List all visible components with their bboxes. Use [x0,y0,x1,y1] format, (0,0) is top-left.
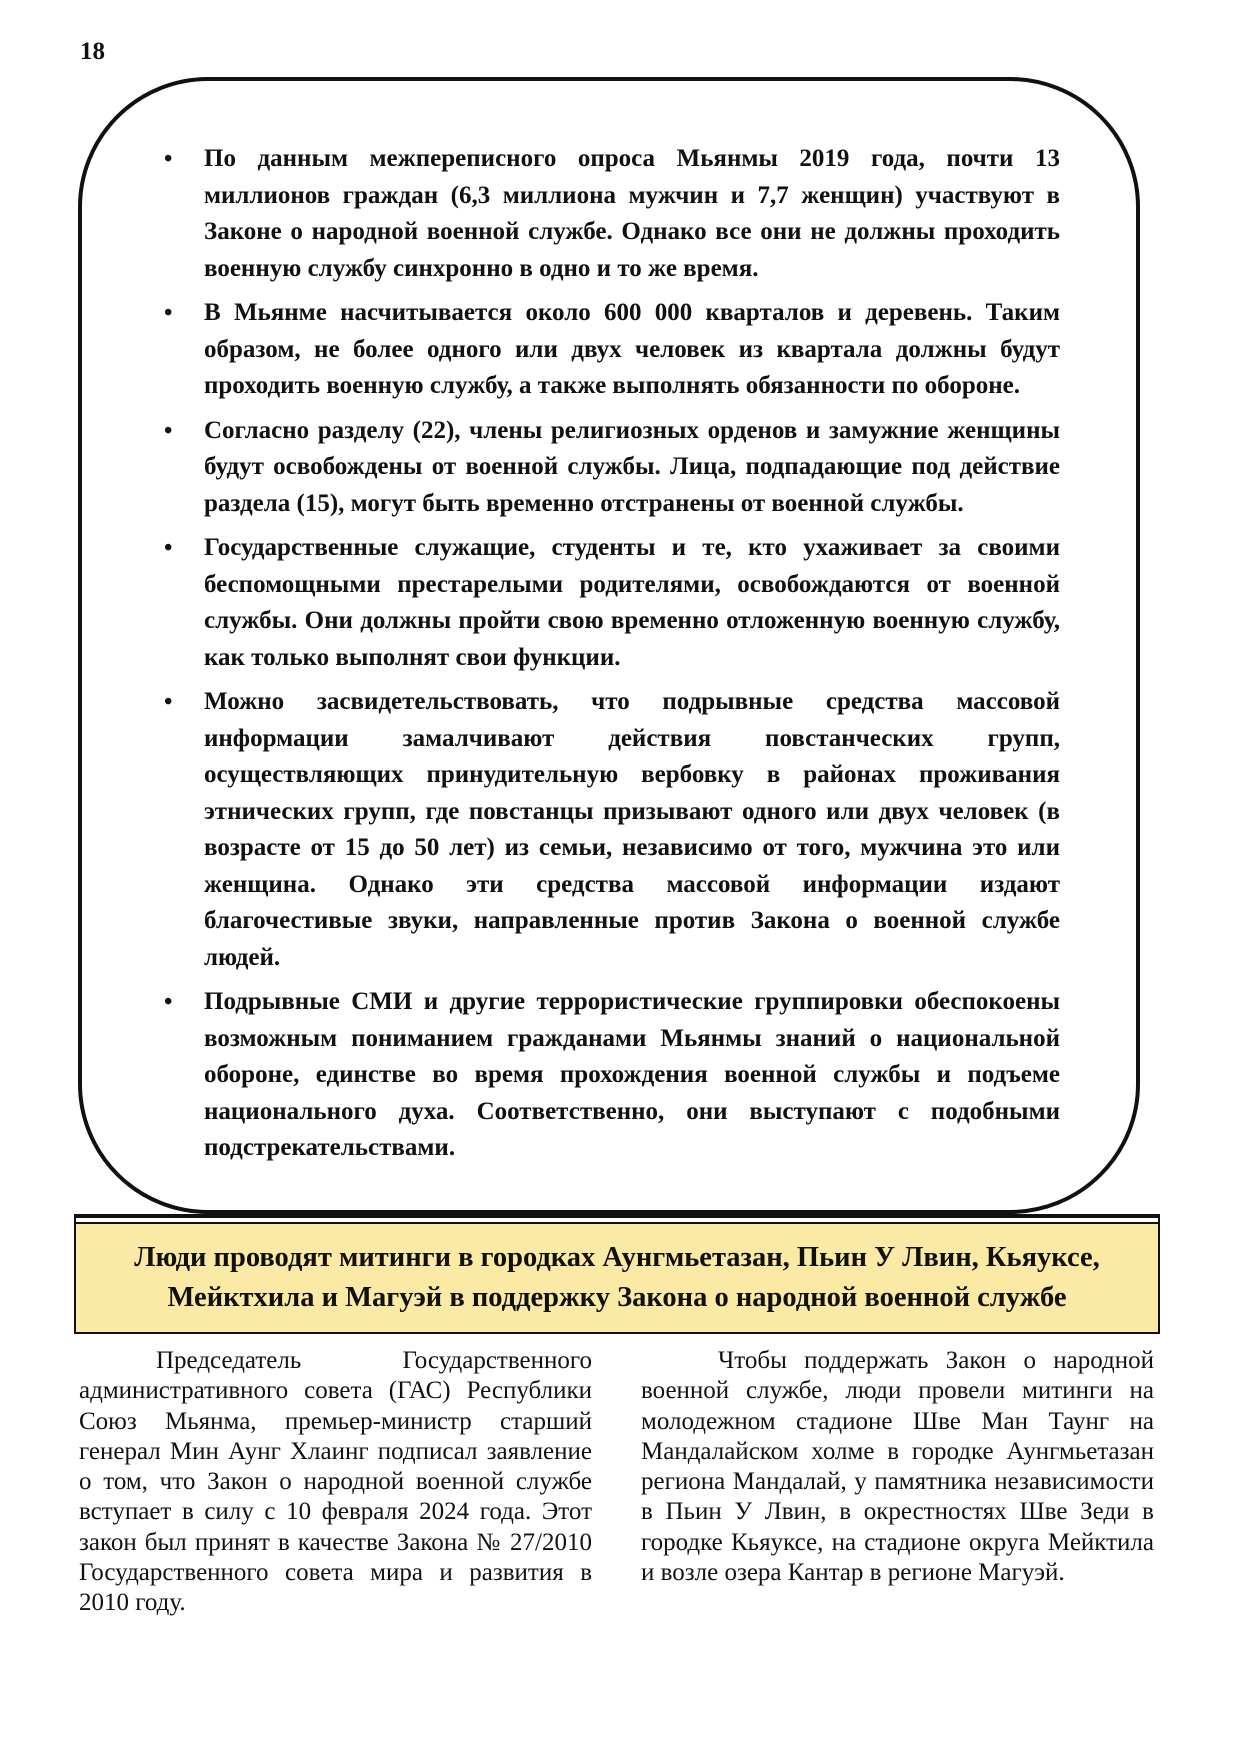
bullet-dot-icon: • [164,146,173,172]
bullet-text: Подрывные СМИ и другие террористические группировки обеспокоены возможным пониманием гражданами Мьянмы знаний о национальной обороне, единстве во время прохождения военной службы и подъеме национального духа. Соответственно, они выступают с подобными подстрекательствами. [204,988,1060,1161]
bullet-item [162,984,1060,1167]
bullet-dot-icon: • [164,300,173,326]
article-paragraph: Чтобы поддержать Закон о народной военной службе, люди провели митинги на молодежном стадионе Шве Ман Таунг на Мандалайском холме в городке Аунгмьетазан региона Мандалай, у памятника независимости в Пьин У Лвин, в окрестностях Шве Зеди в городке Кьяуксе, на стадионе округа Мейктила и возле озера Кантар в регионе Магуэй. [641,1347,1154,1587]
bullet-item [162,413,1060,523]
bullet-item [162,295,1060,405]
article-column-right [641,1346,1154,1588]
bullet-list [162,141,1060,1167]
bullet-item [162,684,1060,976]
article-paragraph: Председатель Государственного административного совета (ГАС) Республики Союз Мьянма, премьер-министр старший генерал Мин Аунг Хлаинг подписал заявление о том, что Закон о народной военной службе вступает в силу с 10 февраля 2024 года. Этот закон был принят в качестве Закона № 27/2010 Государственного совета мира и развития в 2010 году. [79,1347,592,1617]
bullet-text: Согласно разделу (22), члены религиозных орденов и замужние женщины будут освобождены от военной службы. Лица, подпадающие под действие раздела (15), могут быть временно отстранены от военной службы. [204,416,1060,517]
bullet-text: Можно засвидетельствовать, что подрывные средства массовой информации замалчивают действия повстанческих групп, осуществляющих принудительную вербовку в районах проживания этнических групп, где повстанцы призывают одного или двух человек (в возрасте от 15 до 50 лет) из семьи, независимо от того, мужчина это или женщина. Однако эти средства массовой информации издают благочестивые звуки, направленные против Закона о военной службе людей. [204,688,1060,971]
article-headline-text: Люди проводят митинги в городках Аунгмьетазан, Пьин У Лвин, Кьяуксе, Мейктхила и Магуэй в поддержку Закона о народной военной службе [134,1242,1100,1313]
bullet-dot-icon: • [164,417,173,444]
bullet-text: По данным межпереписного опроса Мьянмы 2019 года, почти 13 миллионов граждан (6,3 миллиона мужчин и 7,7 женщин) участвуют в Законе о народной военной службе. Однако все они не должны проходить военную службу синхронно в одно и то же время. [204,145,1060,282]
bullet-text: Государственные служащие, студенты и те, кто ухаживает за своими беспомощными престарелыми родителями, освобождаются от военной службы. Они должны пройти свою временно отложенную военную службу, как только выполнят свои функции. [204,534,1060,671]
article-column-left [79,1346,592,1619]
bullet-dot-icon: • [164,535,173,561]
bullet-dot-icon: • [164,689,173,715]
bullet-text: В Мьянме насчитывается около 600 000 кварталов и деревень. Таким образом, не более одного или двух человек из квартала должны будут проходить военную службу, а также выполнять обязанности по обороне. [204,299,1060,399]
page-number: 18 [80,38,105,65]
bullet-item [162,530,1060,676]
article-headline [74,1222,1160,1334]
bullet-item [162,141,1060,287]
bullet-list-box [78,77,1140,1214]
bullet-dot-icon: • [164,989,173,1015]
